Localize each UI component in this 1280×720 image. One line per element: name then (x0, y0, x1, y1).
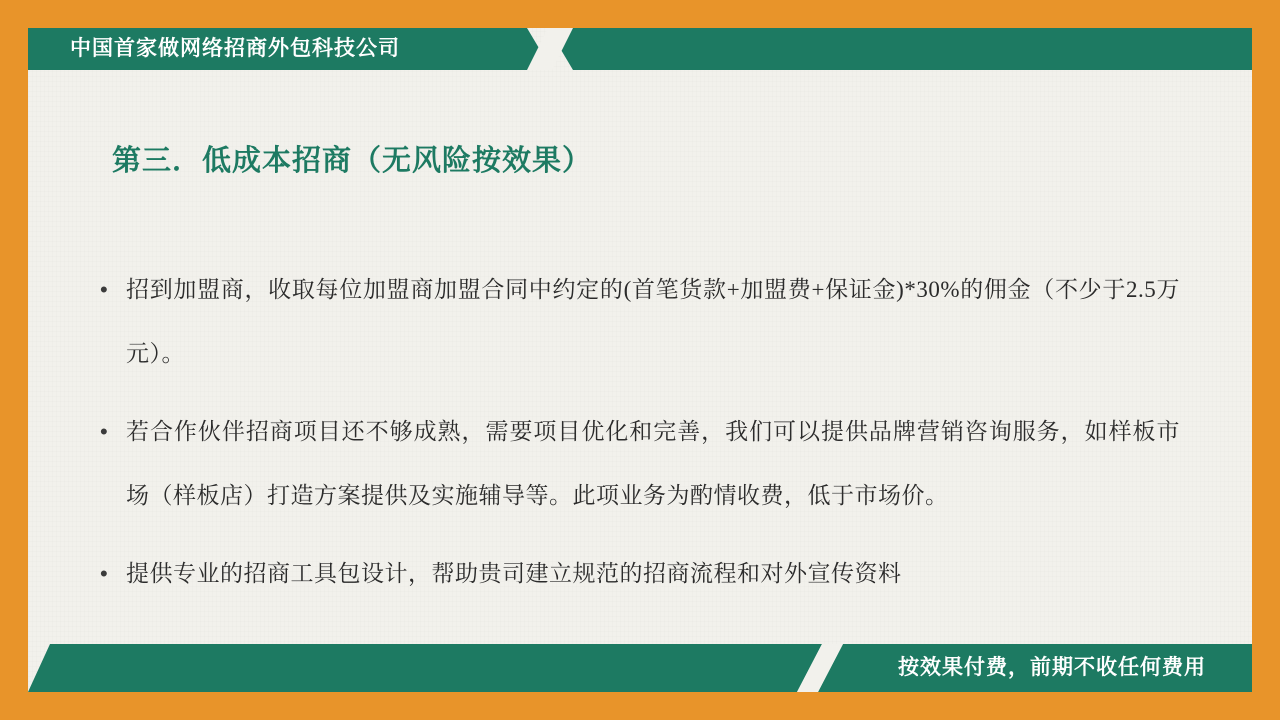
list-item (100, 400, 1180, 528)
list-item-text: 若合作伙伴招商项目还不够成熟，需要项目优化和完善，我们可以提供品牌营销咨询服务，如样板市场（样板店）打造方案提供及实施辅导等。此项业务为酌情收费，低于市场价。 (126, 419, 1180, 508)
bullet-dot-icon: • (100, 277, 108, 302)
list-item (100, 258, 1180, 386)
list-item-text: 招到加盟商，收取每位加盟商加盟合同中约定的(首笔货款+加盟费+保证金)*30%的佣金（不少于2.5万元）。 (126, 277, 1180, 366)
list-item (100, 542, 1180, 606)
header-band (28, 28, 1252, 70)
bullet-list (100, 258, 1180, 620)
bullet-dot-icon: • (100, 561, 108, 586)
footer-band (28, 644, 1252, 692)
page-title: 第三．低成本招商（无风险按效果） (112, 145, 593, 177)
bullet-dot-icon: • (100, 419, 108, 444)
footer-slogan: 按效果付费，前期不收任何费用 (898, 656, 1206, 679)
list-item-text: 提供专业的招商工具包设计，帮助贵司建立规范的招商流程和对外宣传资料 (126, 561, 902, 586)
header-title: 中国首家做网络招商外包科技公司 (70, 37, 400, 60)
